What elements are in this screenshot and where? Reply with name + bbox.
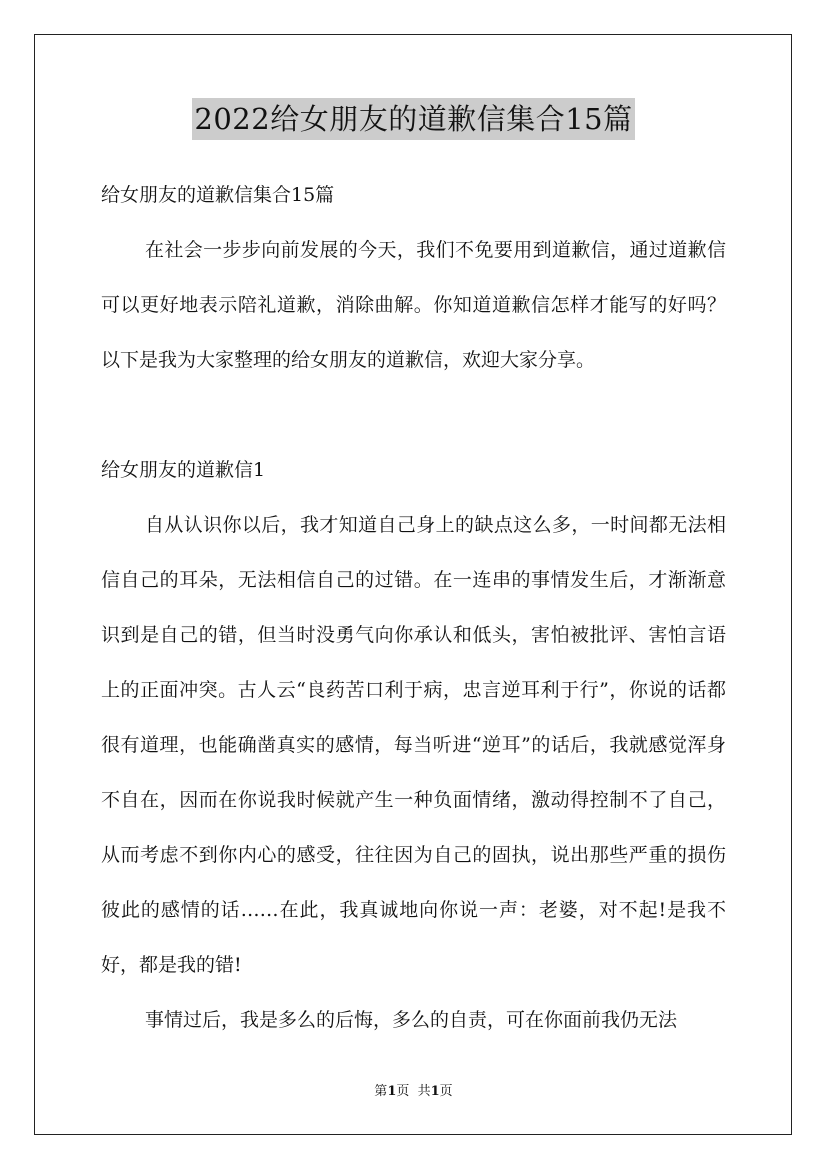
document-title-text: 2022给女朋友的道歉信集合15篇: [192, 98, 634, 140]
document-title: [0, 98, 827, 140]
paragraph-gap: [101, 388, 726, 443]
footer-page-suffix: 页: [439, 1084, 453, 1099]
section-heading: 给女朋友的道歉信1: [101, 459, 266, 481]
page-footer: [0, 1083, 827, 1101]
body-paragraph: 事情过后，我是多么的后悔，多么的自责，可在你面前我仍无法: [145, 1009, 678, 1031]
footer-page-mid: 页 共: [396, 1084, 431, 1099]
document-body: [101, 168, 726, 1048]
footer-page-total: 1: [430, 1084, 440, 1099]
footer-page-current: 1: [387, 1084, 397, 1099]
document-subtitle: 给女朋友的道歉信集合15篇: [101, 184, 335, 206]
intro-paragraph: 在社会一步步向前发展的今天，我们不免要用到道歉信，通过道歉信可以更好地表示陪礼道歉，消除曲解。你知道道歉信怎样才能写的好吗？以下是我为大家整理的给女朋友的道歉信，欢迎大家分享。: [101, 239, 726, 371]
body-paragraph: 自从认识你以后，我才知道自己身上的缺点这么多，一时间都无法相信自己的耳朵，无法相信自己的过错。在一连串的事情发生后，才渐渐意识到是自己的错，但当时没勇气向你承认和低头，害怕被批评、害怕言语上的正面冲突。古人云“良药苦口利于病，忠言逆耳利于行”，你说的话都很有道理，也能确凿真实的感情，每当听进“逆耳”的话后，我就感觉浑身不自在，因而在你说我时候就产生一种负面情绪，激动得控制不了自己，从而考虑不到你内心的感受，往往因为自己的固执，说出那些严重的损伤彼此的感情的话……在此，我真诚地向你说一声：老婆，对不起!是我不好，都是我的错!: [101, 514, 726, 976]
footer-page-prefix: 第: [374, 1084, 388, 1099]
